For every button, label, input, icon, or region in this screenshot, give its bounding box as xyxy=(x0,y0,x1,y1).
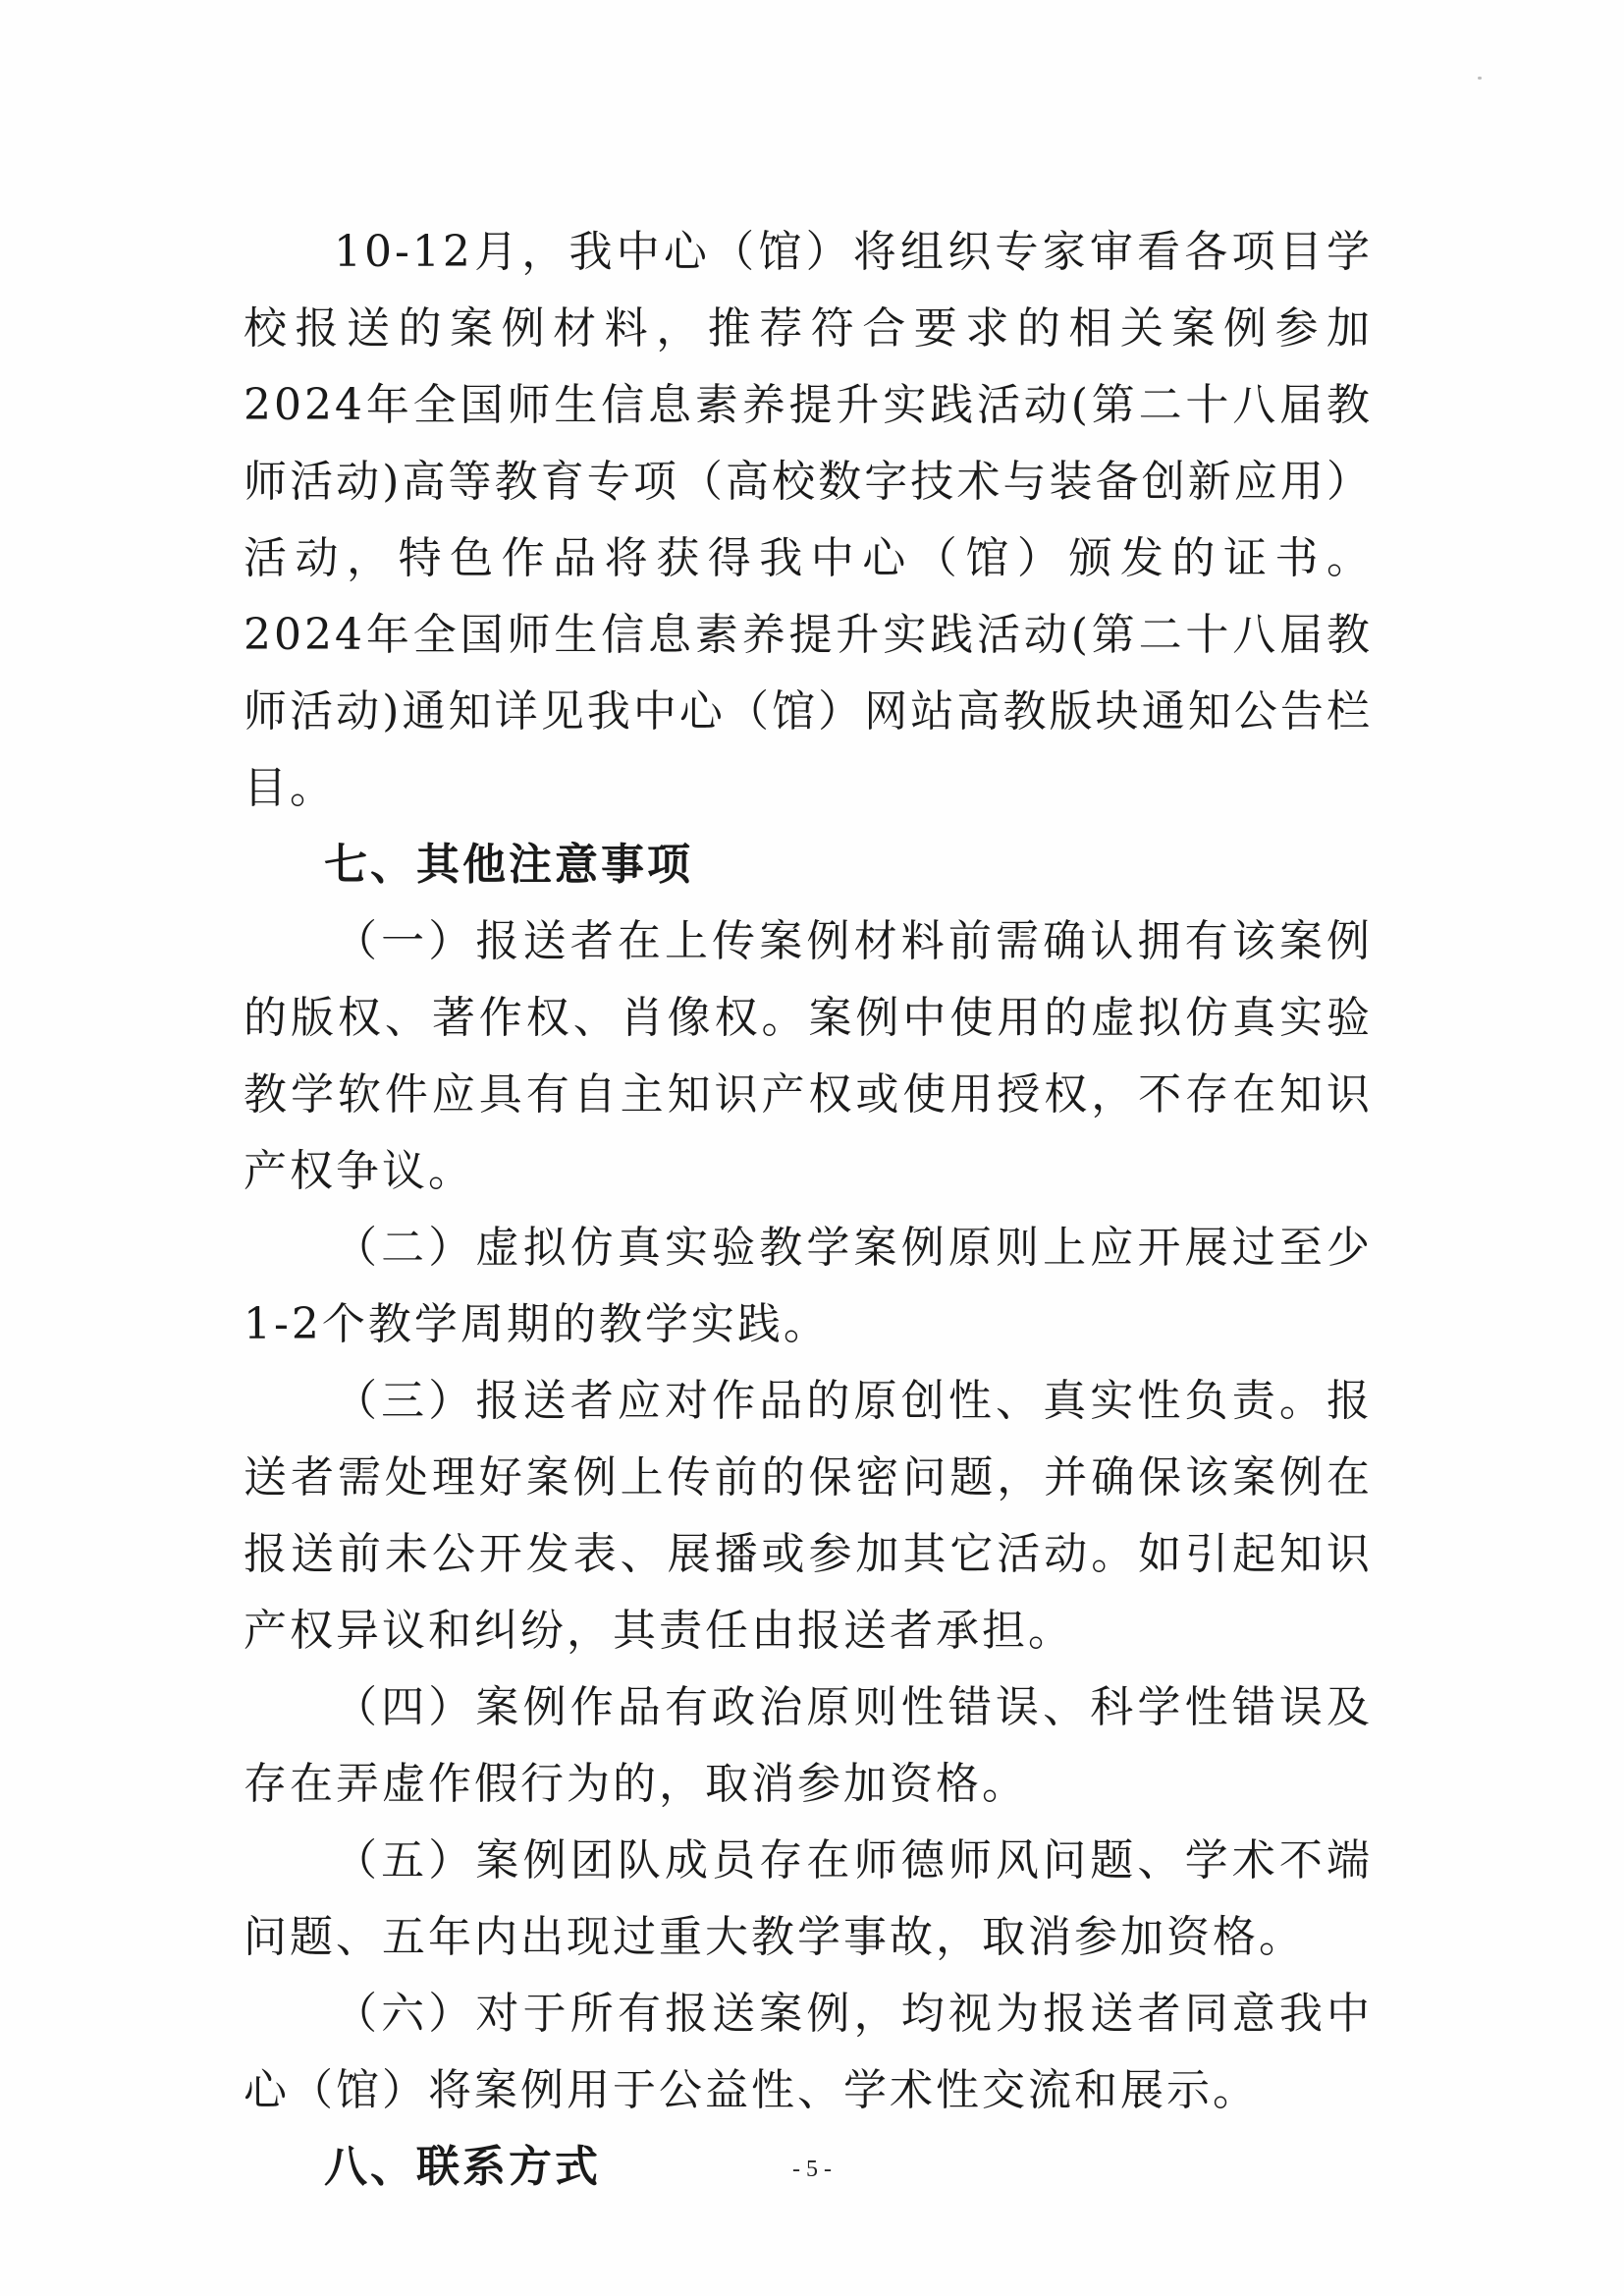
section-heading-contact: 八、联系方式 xyxy=(324,2142,601,2192)
page-number: - 5 - xyxy=(792,2157,832,2182)
scan-speck xyxy=(1478,77,1482,80)
body-text xyxy=(244,214,1373,2206)
paragraph-note-5: （五）案例团队成员存在师德师风问题、学术不端问题、五年内出现过重大教学事故，取消参加资格。 xyxy=(244,1835,1373,1962)
section-heading-other-notes: 七、其他注意事项 xyxy=(324,840,693,890)
paragraph-note-2: （二）虚拟仿真实验教学案例原则上应开展过至少1-2个教学周期的教学实践。 xyxy=(244,1223,1373,1349)
paragraph-intro: 10-12月，我中心（馆）将组织专家审看各项目学校报送的案例材料，推荐符合要求的相关案例参加2024年全国师生信息素养提升实践活动(第二十八届教师活动)高等教育专项（高校数字技术与装备创新应用）活动，特色作品将获得我中心（馆）颁发的证书。2024年全国师生信息素养提升实践活动(第二十八届教师活动)通知详见我中心（馆）网站高教版块通知公告栏目。 xyxy=(244,227,1373,813)
paragraph-note-4: （四）案例作品有政治原则性错误、科学性错误及存在弄虚作假行为的，取消参加资格。 xyxy=(244,1682,1373,1809)
paragraph-note-3: （三）报送者应对作品的原创性、真实性负责。报送者需处理好案例上传前的保密问题，并确保该案例在报送前未公开发表、展播或参加其它活动。如引起知识产权异议和纠纷，其责任由报送者承担。 xyxy=(244,1376,1373,1656)
paragraph-note-6: （六）对于所有报送案例，均视为报送者同意我中心（馆）将案例用于公益性、学术性交流和展示。 xyxy=(244,1989,1373,2115)
paragraph-note-1: （一）报送者在上传案例材料前需确认拥有该案例的版权、著作权、肖像权。案例中使用的虚拟仿真实验教学软件应具有自主知识产权或使用授权，不存在知识产权争议。 xyxy=(244,916,1373,1196)
